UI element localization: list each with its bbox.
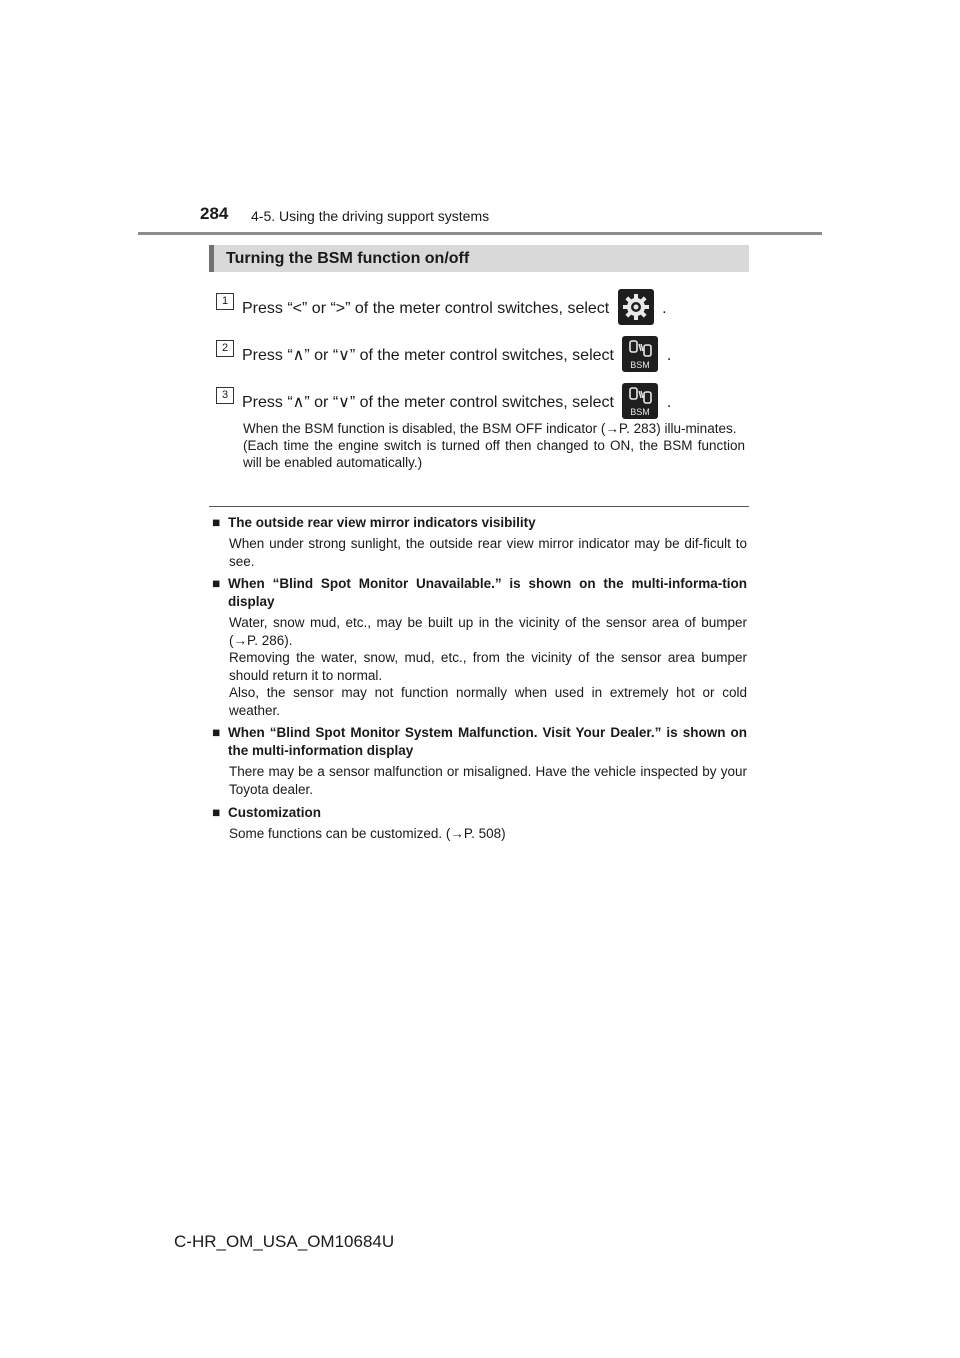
info-paragraph: When under strong sunlight, the outside rear view mirror indicator may be dif-ficult to see. (229, 536, 747, 569)
step-1 (216, 283, 756, 323)
footer-code: C-HR_OM_USA_OM10684U (174, 1232, 395, 1251)
header-rule (138, 232, 822, 235)
step-text (242, 385, 671, 421)
info-paragraph: Also, the sensor may not function normally when used in extremely hot or cold weather. (229, 685, 747, 718)
settings-gear-icon (618, 289, 654, 325)
info-heading (212, 804, 747, 822)
info-body (212, 763, 747, 798)
bsm-icon (622, 383, 658, 419)
note-line: When the BSM function is disabled, the BSM OFF indicator (→P. 283) illu-minates. (243, 421, 737, 436)
step-number: 3 (216, 387, 234, 404)
note-line: (Each time the engine switch is turned off then changed to ON, the BSM function will be enabled automatically.) (243, 438, 745, 470)
page-number: 284 (200, 204, 229, 223)
step-instruction: Press “∧” or “∨” of the meter control switches, select (242, 394, 614, 412)
bsm-icon (622, 336, 658, 372)
step-period: . (666, 394, 672, 412)
info-paragraph: Water, snow mud, etc., may be built up in the vicinity of the sensor area of bumper (→P. 286). (229, 615, 747, 648)
step-period: . (666, 347, 672, 365)
square-bullet-icon: ■ (212, 805, 221, 820)
info-heading (212, 514, 747, 532)
info-heading-text: When “Blind Spot Monitor System Malfunction. Visit Your Dealer.” is shown on the multi-information display (228, 725, 747, 758)
info-heading-text: The outside rear view mirror indicators visibility (228, 515, 536, 530)
square-bullet-icon: ■ (212, 515, 221, 530)
info-paragraph: There may be a sensor malfunction or misaligned. Have the vehicle inspected by your Toyota dealer. (229, 764, 747, 797)
svg-text:BSM: BSM (630, 360, 651, 370)
info-paragraph: Some functions can be customized. (→P. 508) (229, 826, 506, 841)
step-number: 1 (216, 293, 234, 310)
svg-text:BSM: BSM (630, 407, 651, 417)
step-2 (216, 330, 756, 370)
square-bullet-icon: ■ (212, 576, 221, 591)
step-number: 2 (216, 340, 234, 357)
info-block (212, 514, 747, 570)
info-heading-text: When “Blind Spot Monitor Unavailable.” is shown on the multi-informa-tion display (228, 576, 747, 609)
note (243, 420, 745, 471)
step-instruction: Press “∧” or “∨” of the meter control switches, select (242, 347, 614, 365)
info-heading (212, 575, 747, 611)
step-3 (216, 377, 756, 417)
info-body (212, 535, 747, 570)
info-block (212, 724, 747, 798)
info-block (212, 804, 747, 843)
square-bullet-icon: ■ (212, 725, 221, 740)
info-block (212, 575, 747, 719)
section-bar-title: Turning the BSM function on/off (226, 250, 470, 267)
step-instruction: Press “<” or “>” of the meter control switches, select (242, 300, 610, 318)
section-title: 4-5. Using the driving support systems (251, 208, 490, 224)
info-paragraph: Removing the water, snow, mud, etc., from the vicinity of the sensor area bumper should return it to normal. (229, 650, 747, 683)
divider (209, 506, 749, 507)
info-heading (212, 724, 747, 760)
section-bar (209, 245, 749, 272)
info-body (212, 614, 747, 719)
step-text (242, 338, 671, 374)
info-heading-text: Customization (228, 805, 321, 820)
step-period: . (662, 300, 667, 318)
info-body (212, 825, 747, 843)
step-text (242, 291, 667, 327)
